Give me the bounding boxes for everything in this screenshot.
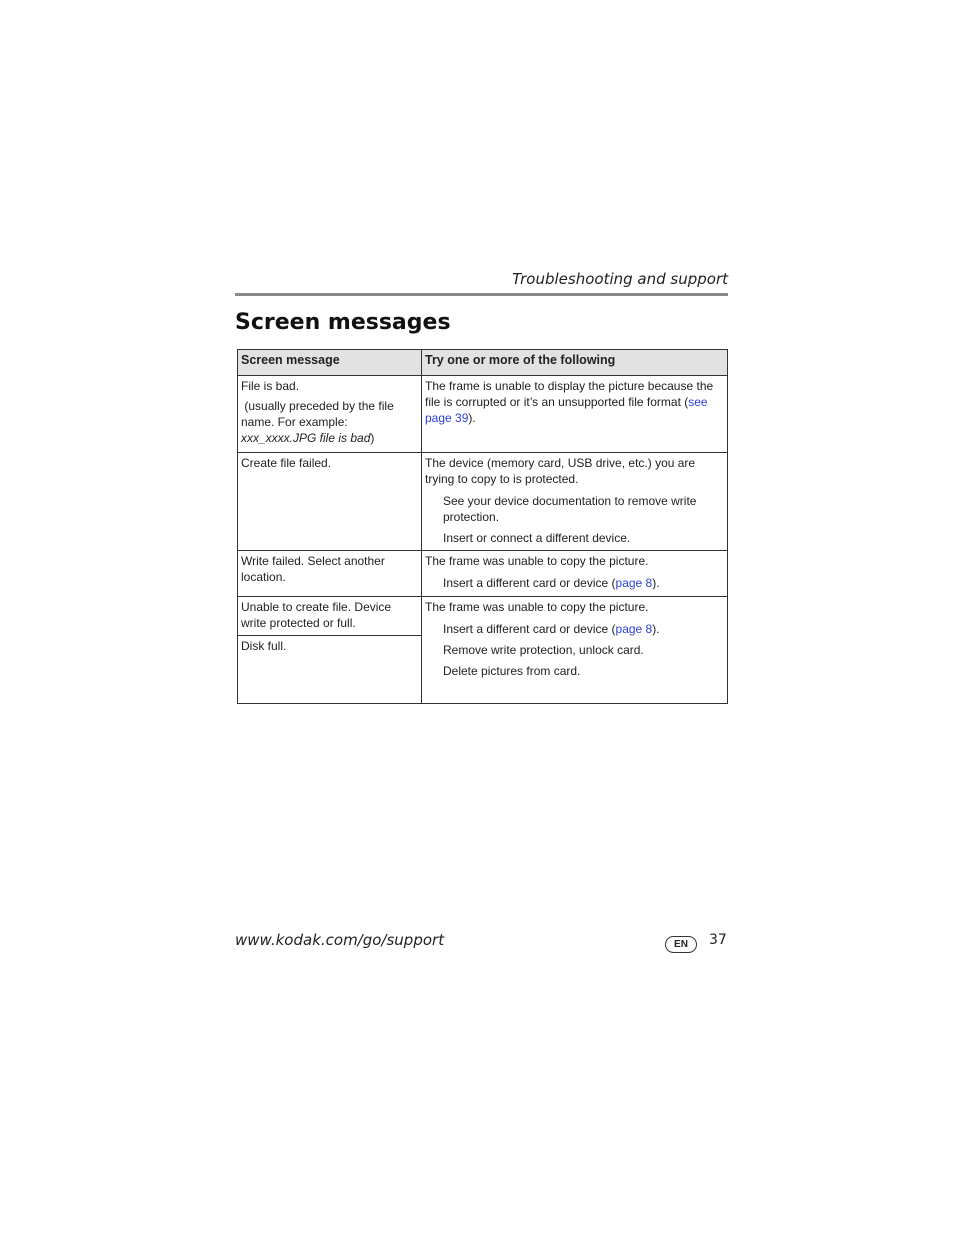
screen-messages-table xyxy=(237,349,728,704)
header-rule xyxy=(235,293,728,296)
table-row xyxy=(238,551,728,597)
table-row xyxy=(238,597,728,704)
page-title: Screen messages xyxy=(235,310,451,335)
action-cell xyxy=(422,376,728,453)
message-note-close: ) xyxy=(370,431,375,445)
action-text: The device (memory card, USB drive, etc.) you are trying to copy to is protected. xyxy=(425,456,696,486)
running-header: Troubleshooting and support xyxy=(512,270,728,288)
see-page-39-link[interactable]: see page 39 xyxy=(425,395,708,425)
message-note-example: xxx_xxxx.JPG file is bad xyxy=(241,431,371,445)
message-text: Unable to create file. Device write protected or full. xyxy=(238,597,421,636)
action-text: The frame is unable to display the picture because the file is corrupted or it’s an unsupported file format ( xyxy=(425,379,714,409)
action-bullet: Delete pictures from card. xyxy=(443,664,581,678)
language-badge: EN xyxy=(665,936,697,953)
action-bullet: Remove write protection, unlock card. xyxy=(443,643,644,657)
action-cell xyxy=(422,453,728,551)
column-header-actions: Try one or more of the following xyxy=(422,350,728,376)
page-8-link[interactable]: page 8 xyxy=(615,622,653,636)
message-text: Create file failed. xyxy=(241,456,332,470)
message-text: File is bad. xyxy=(241,379,300,393)
message-cell xyxy=(238,453,422,551)
action-text: The frame was unable to copy the picture. xyxy=(425,554,649,568)
table-header-row xyxy=(238,350,728,376)
support-url: www.kodak.com/go/support xyxy=(235,931,445,949)
action-bullet-close: ). xyxy=(652,622,660,636)
message-text-disk-full: Disk full. xyxy=(241,639,287,653)
message-cell xyxy=(238,551,422,597)
table-row xyxy=(238,376,728,453)
action-bullet: See your device documentation to remove write protection. xyxy=(443,494,697,524)
action-text-close: ). xyxy=(468,411,476,425)
action-bullet: Insert or connect a different device. xyxy=(443,531,631,545)
page-number: 37 xyxy=(709,932,727,948)
action-text: The frame was unable to copy the picture. xyxy=(425,600,649,614)
message-note xyxy=(241,398,418,446)
action-bullet-close: ). xyxy=(652,576,660,590)
message-cell xyxy=(238,376,422,453)
column-header-screen-message: Screen message xyxy=(238,350,422,376)
message-note-text: (usually preceded by the file name. For example: xyxy=(241,399,394,429)
action-bullet-text: Insert a different card or device ( xyxy=(443,622,616,636)
action-bullet-text: Insert a different card or device ( xyxy=(443,576,616,590)
message-text: Write failed. Select another location. xyxy=(241,554,385,584)
action-bullet xyxy=(443,621,724,637)
page-8-link[interactable]: page 8 xyxy=(615,576,653,590)
action-cell xyxy=(422,597,728,704)
action-bullet xyxy=(443,575,724,591)
table-row xyxy=(238,453,728,551)
message-cell xyxy=(238,597,422,704)
action-cell xyxy=(422,551,728,597)
